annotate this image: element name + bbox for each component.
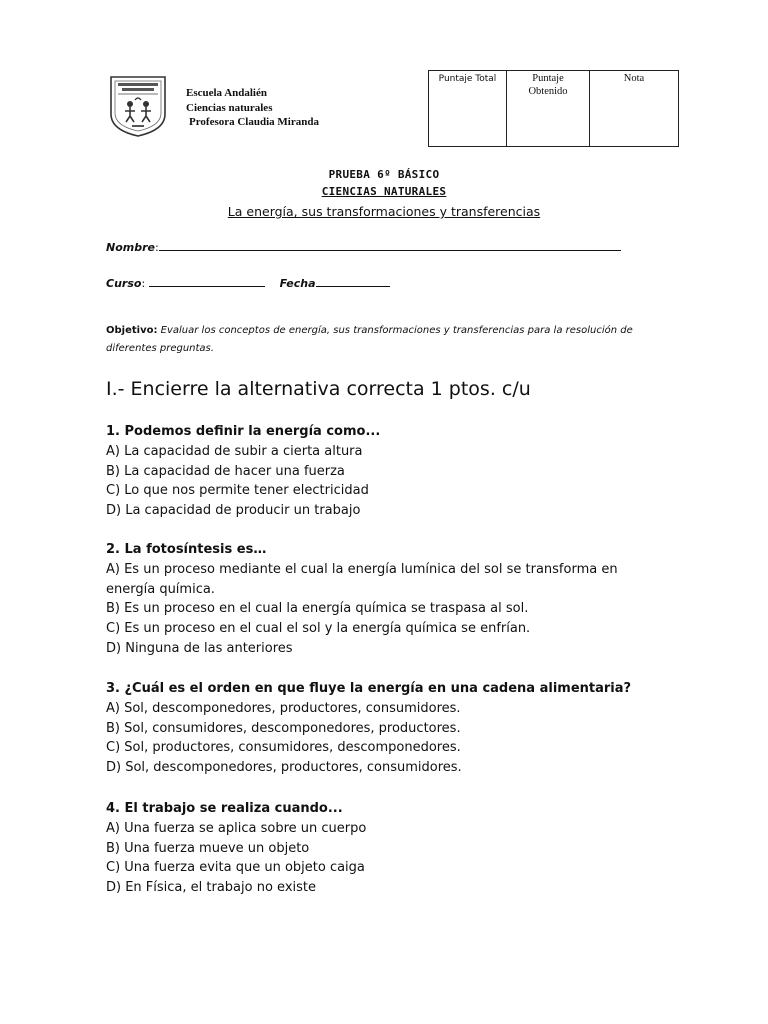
option-d[interactable]: D) En Física, el trabajo no existe [106, 880, 316, 896]
school-info [186, 86, 319, 130]
option-a[interactable]: A) Una fuerza se aplica sobre un cuerpo [106, 820, 367, 836]
option-a[interactable]: A) Sol, descomponedores, productores, consumidores. [106, 700, 461, 716]
option-a[interactable]: A) Es un proceso mediante el cual la energía lumínica del sol se transforma en energía química. [106, 561, 618, 597]
option-d[interactable]: D) Ninguna de las anteriores [106, 640, 293, 656]
score-total-label: Puntaje Total [438, 74, 497, 84]
test-title: PRUEBA 6º BÁSICO [328, 168, 440, 181]
question-text: 4. El trabajo se realiza cuando... [106, 801, 343, 816]
score-obtained-label-1: Puntaje [532, 73, 564, 84]
title-block [0, 166, 768, 219]
option-b[interactable]: B) Es un proceso en el cual la energía química se traspasa al sol. [106, 601, 529, 617]
course-label: Curso [106, 277, 142, 290]
date-label: Fecha [279, 277, 316, 290]
name-field[interactable]: Nombre: [106, 240, 621, 254]
question-text: 3. ¿Cuál es el orden en que fluye la energía en una cadena alimentaria? [106, 681, 632, 696]
score-total-cell[interactable] [429, 71, 507, 147]
score-table [428, 70, 679, 147]
option-d[interactable]: D) Sol, descomponedores, productores, consumidores. [106, 760, 462, 776]
subject-title: CIENCIAS NATURALES [321, 185, 447, 198]
school-logo [108, 74, 168, 138]
option-b[interactable]: B) La capacidad de hacer una fuerza [106, 463, 345, 479]
teacher-name: Profesora Claudia Miranda [189, 116, 319, 128]
option-b[interactable]: B) Sol, consumidores, descomponedores, productores. [106, 720, 461, 736]
subject-name: Ciencias naturales [186, 101, 273, 114]
objective-text: Evaluar los conceptos de energía, sus transformaciones y transferencias para la resolución de diferentes preguntas. [106, 325, 633, 354]
score-obtained-label-2: Obtenido [528, 86, 568, 97]
objective [106, 322, 666, 358]
section-title: I.- Encierre la alternativa correcta 1 ptos. c/u [106, 378, 531, 400]
date-line[interactable] [316, 276, 390, 287]
question-text: 1. Podemos definir la energía como... [106, 424, 381, 439]
school-name: Escuela Andalién [186, 87, 267, 99]
question-text: 2. La fotosíntesis es… [106, 542, 267, 557]
score-obtained-cell[interactable] [507, 71, 590, 147]
grade-cell[interactable] [590, 71, 679, 147]
option-c[interactable]: C) Una fuerza evita que un objeto caiga [106, 860, 365, 876]
name-line[interactable] [159, 240, 621, 251]
option-d[interactable]: D) La capacidad de producir un trabajo [106, 503, 361, 519]
course-line[interactable] [149, 276, 265, 287]
option-c[interactable]: C) Es un proceso en el cual el sol y la energía química se enfrían. [106, 621, 531, 637]
course-date-field: Curso: Fecha [106, 276, 390, 290]
school-crest-icon [108, 74, 168, 138]
option-b[interactable]: B) Una fuerza mueve un objeto [106, 840, 310, 856]
grade-label: Nota [623, 73, 645, 84]
question-2 [106, 540, 666, 659]
option-c[interactable]: C) Sol, productores, consumidores, descomponedores. [106, 740, 461, 756]
question-1 [106, 422, 666, 521]
topic-title: La energía, sus transformaciones y transferencias [227, 204, 541, 219]
question-3 [106, 679, 666, 778]
option-c[interactable]: C) Lo que nos permite tener electricidad [106, 483, 369, 499]
option-a[interactable]: A) La capacidad de subir a cierta altura [106, 443, 363, 459]
name-label: Nombre [106, 241, 155, 254]
objective-label: Objetivo: [106, 325, 158, 336]
question-4 [106, 799, 666, 898]
